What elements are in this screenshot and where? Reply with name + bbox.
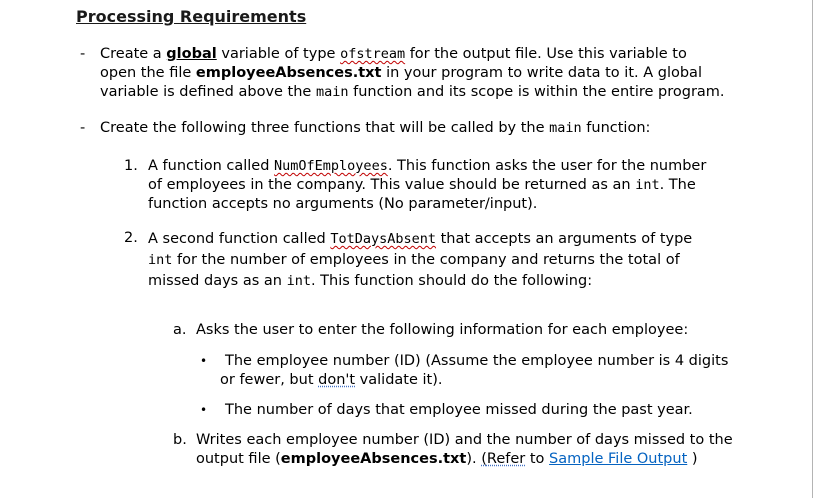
list-number-2: 2.: [124, 230, 138, 246]
int-code: int: [635, 177, 660, 193]
dash-bullet: -: [80, 46, 86, 62]
function-numofemployees-description: A function called NumOfEmployees. This function asks the user for the number of employees in the company. This value should be returned as an int. The function accepts no arguments (No parameter/input).: [148, 158, 707, 212]
dash-bullet: -: [80, 120, 86, 136]
ofstream-code: ofstream: [340, 46, 406, 62]
list-letter-a: a.: [173, 322, 187, 338]
requirement-three-functions: Create the following three functions that will be called by the main function:: [100, 120, 651, 136]
sample-file-output-link[interactable]: Sample File Output: [549, 451, 688, 467]
int-code: int: [286, 273, 311, 289]
requirement-global-variable: Create a global variable of type ofstream for the output file. Use this variable to open the file employeeAbsences.txt in your program to write data to it. A global variable is defined above the main function and its scope is within the entire program.: [100, 46, 725, 100]
dot-bullet: •: [200, 354, 208, 368]
section-heading: Processing Requirements: [76, 7, 307, 26]
bullet-employee-number: The employee number (ID) (Assume the employee number is 4 digits or fewer, but don't validate it).: [220, 353, 729, 388]
step-write-output: Writes each employee number (ID) and the number of days missed to the output file (employeeAbsences.txt). (Refer to Sample File Output ): [196, 432, 733, 467]
function-totdaysabsent-description: A second function called TotDaysAbsent that accepts an arguments of type int for the number of employees in the company and returns the total of missed days as an int. This function should do the following:: [148, 231, 693, 289]
dont-word: don't: [318, 372, 356, 388]
step-ask-user: Asks the user to enter the following information for each employee:: [196, 322, 689, 338]
dot-bullet: •: [200, 403, 208, 417]
output-filename: employeeAbsences.txt: [280, 451, 467, 467]
main-code: main: [315, 84, 349, 100]
page-right-border: [812, 0, 813, 498]
output-filename: employeeAbsences.txt: [195, 65, 382, 81]
numofemployees-code: NumOfEmployees: [274, 158, 388, 174]
list-number-1: 1.: [124, 158, 138, 174]
refer-open-paren: (: [481, 451, 487, 467]
main-code: main: [549, 120, 582, 136]
bullet-days-missed: The number of days that employee missed during the past year.: [225, 402, 693, 418]
totdaysabsent-code: TotDaysAbsent: [330, 231, 437, 247]
refer-word: Refer: [486, 451, 526, 467]
int-code: int: [148, 252, 173, 268]
global-keyword: global: [166, 46, 217, 62]
list-letter-b: b.: [173, 432, 187, 448]
